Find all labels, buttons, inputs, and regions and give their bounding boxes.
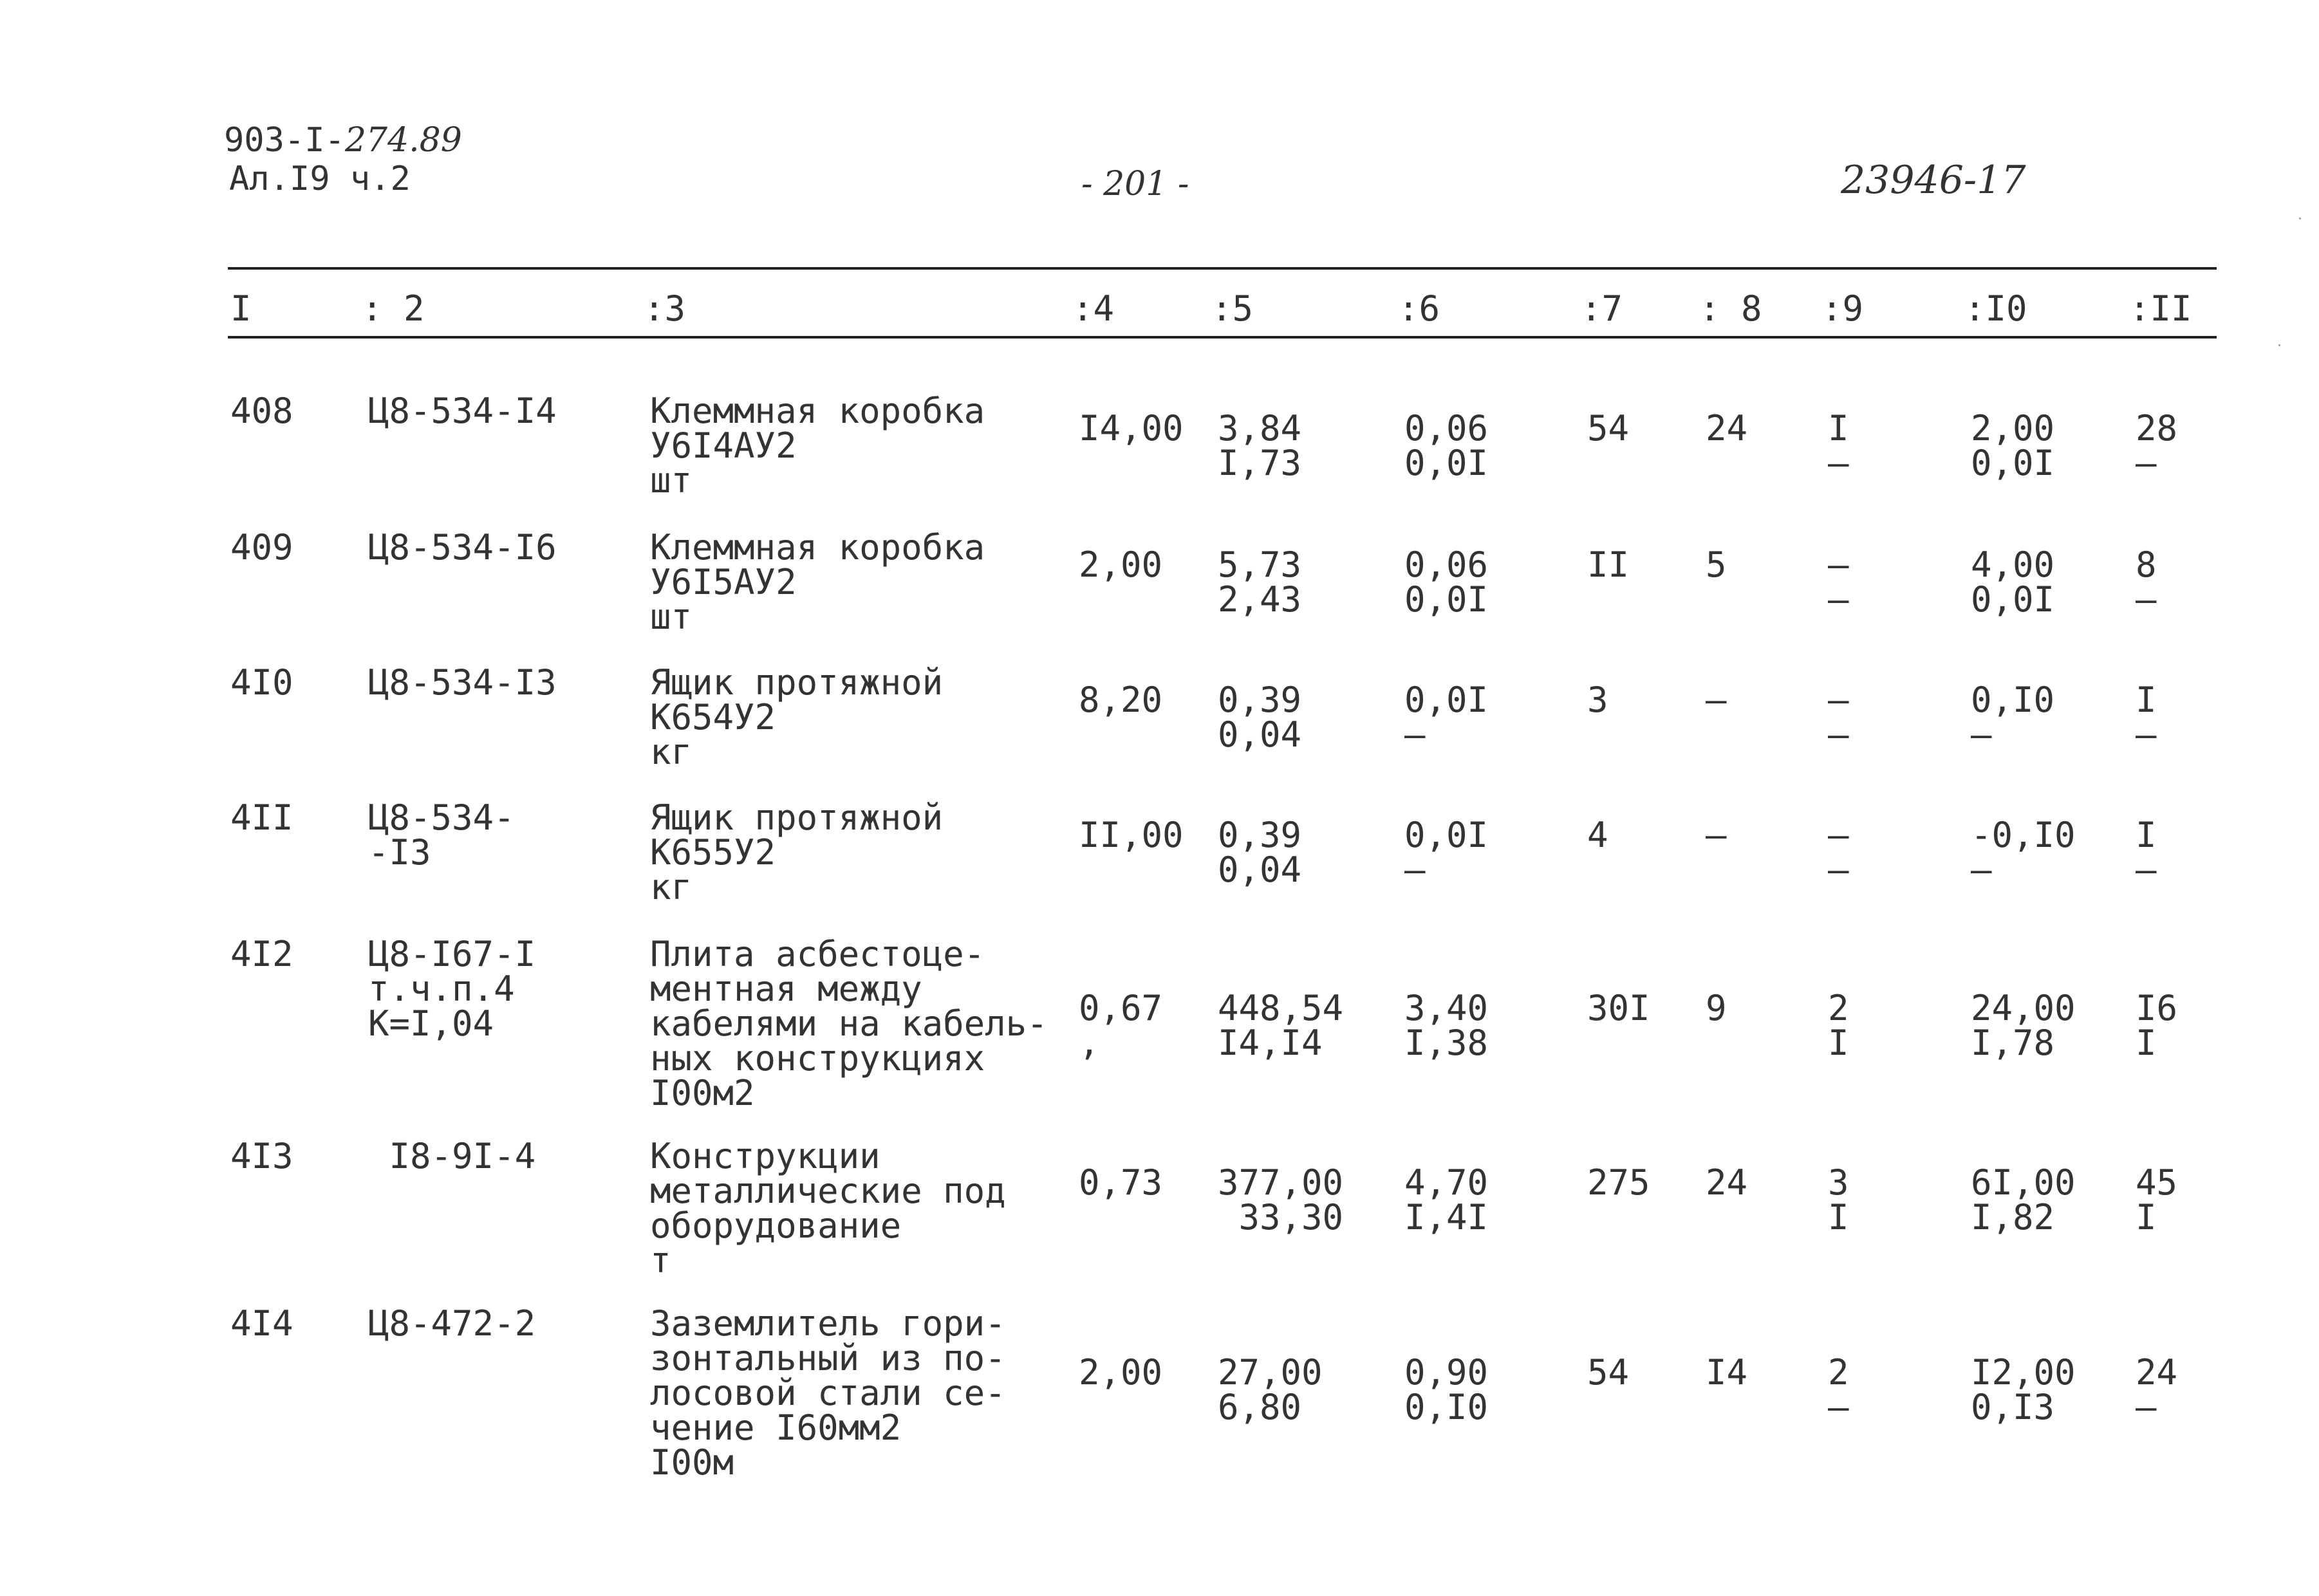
cell-col-6 [1404, 815, 1489, 890]
cell-line: – [1706, 680, 1727, 720]
cell-line: 0,67 [1079, 987, 1163, 1028]
column-header-4: :4 [1072, 288, 1115, 329]
cell-col-9 [1828, 815, 1849, 890]
cell-col-10 [1971, 1351, 2076, 1427]
cell-line: I00м2 [650, 1073, 755, 1113]
cell-col-7 [1587, 408, 1630, 449]
cell-line: 45 [2136, 1162, 2178, 1203]
cell-line: – [1828, 714, 1849, 755]
cell-line: т [650, 1240, 671, 1281]
cell-line: I [1828, 408, 1849, 449]
cell-col-2 [368, 1303, 536, 1344]
cell-line: 4I4 [230, 1303, 293, 1344]
cell-line: 3 [1587, 680, 1608, 720]
cell-line: 24 [2136, 1351, 2178, 1393]
cell-col-9 [1828, 680, 1849, 755]
cell-col-11 [2136, 1162, 2178, 1238]
cell-col-3 [650, 662, 944, 772]
cell-col-2 [368, 391, 557, 431]
cell-line: Ц8-472-2 [368, 1303, 536, 1344]
cell-line: 27,00 [1218, 1351, 1323, 1393]
cell-col-8 [1706, 1162, 1748, 1203]
cell-line: I [2136, 1022, 2157, 1063]
cell-col-8 [1706, 815, 1727, 855]
cell-col-1 [230, 662, 293, 703]
cell-line: – [2136, 1386, 2157, 1427]
cell-line: 408 [230, 391, 293, 431]
cell-line: К=I,04 [368, 1003, 494, 1044]
cell-line: Конструкции [650, 1136, 880, 1176]
cell-line: 0,0I [1404, 815, 1489, 855]
cell-line: -0,I0 [1971, 815, 2076, 855]
cell-line: Ц8-I67-I [368, 934, 536, 974]
cell-line: 0,I0 [1971, 680, 2055, 720]
cell-col-2 [368, 797, 515, 873]
cell-line: 54 [1587, 408, 1630, 449]
cell-col-3 [650, 797, 944, 907]
column-header-9: :9 [1821, 288, 1864, 329]
column-header-3: :3 [644, 288, 686, 329]
cell-col-11 [2136, 680, 2157, 755]
cell-line: 6,80 [1218, 1386, 1302, 1427]
cell-line: 4I3 [230, 1136, 293, 1176]
doc-code-prefix: 903-I- [224, 121, 345, 160]
cell-line: I,73 [1218, 443, 1302, 483]
cell-col-9 [1828, 544, 1849, 620]
cell-col-1 [230, 934, 293, 974]
cell-col-10 [1971, 1162, 2076, 1238]
cell-line: – [1828, 1386, 1849, 1427]
cell-line: ных конструкциях [650, 1038, 985, 1079]
cell-line: 6I,00 [1971, 1162, 2076, 1203]
cell-line: 24,00 [1971, 987, 2076, 1028]
cell-line: лосовой стали се- [650, 1373, 1006, 1413]
cell-line: – [1404, 849, 1426, 890]
table-top-rule [228, 267, 2217, 270]
cell-line: Ц8-534-I3 [368, 662, 557, 703]
cell-line: Клеммная коробка [650, 527, 985, 568]
cell-col-10 [1971, 408, 2055, 483]
cell-col-2 [368, 934, 536, 1044]
cell-line: 0,06 [1404, 408, 1489, 449]
cell-line: 0,06 [1404, 544, 1489, 585]
column-header-7: :7 [1581, 288, 1623, 329]
cell-line: 2 [1828, 1351, 1849, 1393]
cell-col-5 [1218, 544, 1302, 620]
cell-line: I [2136, 680, 2157, 720]
cell-line: 0,39 [1218, 680, 1302, 720]
cell-line: 5,73 [1218, 544, 1302, 585]
cell-col-1 [230, 1303, 293, 1344]
cell-line: 0,90 [1404, 1351, 1489, 1393]
cell-col-9 [1828, 1351, 1849, 1427]
cell-line: – [1828, 849, 1849, 890]
cell-col-11 [2136, 544, 2157, 620]
cell-col-5 [1218, 815, 1302, 890]
cell-line: I6 [2136, 987, 2178, 1028]
cell-line: I00м [650, 1442, 734, 1483]
page-number: - 201 - [1081, 165, 1189, 203]
cell-col-11 [2136, 987, 2178, 1063]
cell-col-8 [1706, 987, 1727, 1028]
cell-line: 2,00 [1079, 1351, 1163, 1393]
cell-col-5 [1218, 1351, 1323, 1427]
cell-line: I4,I4 [1218, 1022, 1323, 1063]
cell-line: 8,20 [1079, 680, 1163, 720]
column-header-10: :I0 [1964, 288, 2027, 329]
cell-line: зонтальный из по- [650, 1338, 1006, 1378]
cell-col-9 [1828, 987, 1849, 1063]
cell-line: 0,0I [1971, 579, 2055, 620]
cell-col-6 [1404, 408, 1489, 483]
cell-col-6 [1404, 987, 1489, 1063]
sheet-code: 23946-17 [1841, 158, 2026, 203]
cell-line: II [1587, 544, 1630, 585]
cell-line: Ящик протяжной [650, 797, 944, 838]
cell-line: 0,I3 [1971, 1386, 2055, 1427]
cell-line: I4 [1706, 1351, 1748, 1393]
cell-line: чение I60мм2 [650, 1407, 902, 1448]
scan-speck [2278, 344, 2280, 346]
cell-col-3 [650, 1303, 1006, 1483]
cell-col-7 [1587, 1351, 1630, 1393]
cell-line: 4I0 [230, 662, 293, 703]
cell-col-1 [230, 1136, 293, 1176]
cell-col-1 [230, 797, 293, 838]
cell-line: 2 [1828, 987, 1849, 1028]
cell-line: 0,39 [1218, 815, 1302, 855]
cell-col-4 [1079, 408, 1184, 449]
cell-col-3 [650, 934, 1048, 1113]
cell-line: Заземлитель гори- [650, 1303, 1006, 1344]
cell-line: 4I2 [230, 934, 293, 974]
cell-line: I [2136, 815, 2157, 855]
cell-line: кг [650, 732, 693, 772]
cell-line: 409 [230, 527, 293, 568]
cell-line: т.ч.п.4 [368, 969, 515, 1009]
cell-line: кабелями на кабель- [650, 1003, 1048, 1044]
cell-col-7 [1587, 815, 1608, 855]
cell-line: II,00 [1079, 815, 1184, 855]
cell-col-4 [1079, 680, 1163, 720]
cell-line: 28 [2136, 408, 2178, 449]
table-header-rule [228, 336, 2217, 339]
cell-col-2 [368, 1136, 536, 1176]
cell-col-4 [1079, 1351, 1163, 1393]
cell-line: – [2136, 443, 2157, 483]
cell-line: 0,0I [1404, 443, 1489, 483]
cell-col-10 [1971, 544, 2055, 620]
cell-col-10 [1971, 815, 2076, 890]
cell-line: 4II [230, 797, 293, 838]
cell-line: кг [650, 867, 693, 907]
cell-line: 0,0I [1404, 579, 1489, 620]
cell-line: – [1828, 443, 1849, 483]
cell-line: 4 [1587, 815, 1608, 855]
cell-line: I,4I [1404, 1196, 1489, 1238]
column-header-6: :6 [1398, 288, 1440, 329]
cell-line: 24 [1706, 1162, 1748, 1203]
cell-col-8 [1706, 408, 1748, 449]
cell-line: I,78 [1971, 1022, 2055, 1063]
cell-col-10 [1971, 680, 2055, 755]
cell-col-4 [1079, 815, 1184, 855]
cell-line: 448,54 [1218, 987, 1344, 1028]
cell-line: 0,I0 [1404, 1386, 1489, 1427]
cell-line: – [1828, 815, 1849, 855]
cell-col-11 [2136, 815, 2157, 890]
cell-col-4 [1079, 544, 1163, 585]
cell-line: 2,43 [1218, 579, 1302, 620]
cell-line: ментная между [650, 969, 922, 1009]
cell-line: шт [650, 460, 693, 501]
cell-line: Плита асбестоце- [650, 934, 985, 974]
cell-col-1 [230, 391, 293, 431]
cell-line: – [2136, 849, 2157, 890]
cell-line: – [2136, 714, 2157, 755]
cell-col-1 [230, 527, 293, 568]
cell-line: К655У2 [650, 832, 776, 873]
cell-line: шт [650, 597, 693, 637]
cell-col-7 [1587, 1162, 1650, 1203]
cell-col-3 [650, 527, 985, 637]
cell-line: I [1828, 1196, 1849, 1238]
column-header-8: : 8 [1699, 288, 1762, 329]
cell-line: I [1828, 1022, 1849, 1063]
cell-col-8 [1706, 544, 1727, 585]
column-header-5: :5 [1211, 288, 1254, 329]
cell-line: , [1079, 1022, 1100, 1063]
cell-line: I2,00 [1971, 1351, 2076, 1393]
cell-line: 9 [1706, 987, 1727, 1028]
cell-col-6 [1404, 1351, 1489, 1427]
cell-col-8 [1706, 680, 1727, 720]
cell-col-10 [1971, 987, 2076, 1063]
cell-line: 3,84 [1218, 408, 1302, 449]
cell-line: Ц8-534-I4 [368, 391, 557, 431]
cell-line: 4,00 [1971, 544, 2055, 585]
cell-line: 8 [2136, 544, 2157, 585]
cell-line: – [1828, 680, 1849, 720]
cell-col-5 [1218, 680, 1302, 755]
cell-line: -I3 [368, 832, 431, 873]
column-header-11: :II [2129, 288, 2192, 329]
cell-line: I,82 [1971, 1196, 2055, 1238]
cell-line: 275 [1587, 1162, 1650, 1203]
cell-col-6 [1404, 680, 1489, 755]
cell-line: 2,00 [1971, 408, 2055, 449]
cell-line: Ц8-534- [368, 797, 515, 838]
cell-line: – [1404, 714, 1426, 755]
cell-line: I,38 [1404, 1022, 1489, 1063]
cell-line: 3 [1828, 1162, 1849, 1203]
cell-line: 0,04 [1218, 714, 1302, 755]
cell-line: 30I [1587, 987, 1650, 1028]
cell-line: 5 [1706, 544, 1727, 585]
cell-line: 377,00 [1218, 1162, 1344, 1203]
column-header-1: I [230, 288, 252, 329]
cell-col-7 [1587, 987, 1650, 1028]
cell-col-4 [1079, 987, 1163, 1063]
cell-line: I8-9I-4 [368, 1136, 536, 1176]
cell-col-5 [1218, 1162, 1344, 1238]
cell-line: – [1828, 544, 1849, 585]
cell-line: оборудование [650, 1205, 902, 1246]
cell-col-4 [1079, 1162, 1163, 1203]
cell-col-9 [1828, 1162, 1849, 1238]
cell-line: 4,70 [1404, 1162, 1489, 1203]
cell-line: 54 [1587, 1351, 1630, 1393]
cell-line: 33,30 [1218, 1196, 1344, 1238]
cell-col-8 [1706, 1351, 1748, 1393]
cell-line: металлические под [650, 1171, 1006, 1211]
cell-col-5 [1218, 987, 1344, 1063]
cell-line: Ц8-534-I6 [368, 527, 557, 568]
cell-line: Клеммная коробка [650, 391, 985, 431]
doc-code-handwritten: 274.89 [344, 121, 462, 160]
cell-line: – [1828, 579, 1849, 620]
album-line: Ал.I9 ч.2 [229, 160, 411, 198]
cell-col-11 [2136, 408, 2178, 483]
cell-line: 0,73 [1079, 1162, 1163, 1203]
cell-line: – [1971, 849, 1992, 890]
cell-line: – [1971, 714, 1992, 755]
cell-line: 0,04 [1218, 849, 1302, 890]
cell-line: К654У2 [650, 697, 776, 738]
cell-col-3 [650, 1136, 1006, 1281]
cell-line: У6I4АУ2 [650, 425, 797, 466]
cell-col-3 [650, 391, 985, 501]
cell-col-6 [1404, 544, 1489, 620]
column-header-2: : 2 [362, 288, 425, 329]
cell-line: 0,0I [1404, 680, 1489, 720]
cell-col-7 [1587, 544, 1630, 585]
cell-col-2 [368, 662, 557, 703]
cell-line: – [2136, 579, 2157, 620]
cell-line: 24 [1706, 408, 1748, 449]
cell-line: I [2136, 1196, 2157, 1238]
doc-code [224, 122, 462, 158]
scan-speck [2299, 218, 2301, 219]
cell-col-2 [368, 527, 557, 568]
cell-col-7 [1587, 680, 1608, 720]
cell-line: Ящик протяжной [650, 662, 944, 703]
cell-col-9 [1828, 408, 1849, 483]
cell-line: I4,00 [1079, 408, 1184, 449]
cell-line: 0,0I [1971, 443, 2055, 483]
cell-col-5 [1218, 408, 1302, 483]
cell-line: – [1706, 815, 1727, 855]
cell-col-11 [2136, 1351, 2178, 1427]
cell-col-6 [1404, 1162, 1489, 1238]
cell-line: 3,40 [1404, 987, 1489, 1028]
cell-line: У6I5АУ2 [650, 562, 797, 602]
cell-line: 2,00 [1079, 544, 1163, 585]
